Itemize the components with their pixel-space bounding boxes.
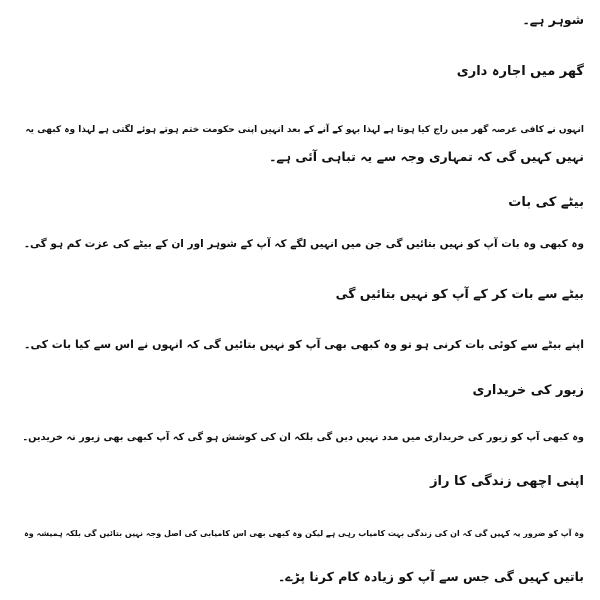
paragraph-line: باتیں کہیں گی جس سے آپ کو زیادہ کام کرنا پڑے۔: [277, 569, 584, 584]
heading-son-matter: بیٹے کی بات: [508, 195, 584, 210]
paragraph-line: وہ آپ کو ضرور یہ کہیں گی کہ ان کی زندگی بہت کامیاب رہی ہے لیکن وہ کبھی بھی اس کامیابی کی اصل وجہ نہیں بتائیں گی بلکہ ہمیشہ وہ: [24, 529, 584, 538]
heading-good-life-secret: اپنی اچھی زندگی کا راز: [430, 474, 584, 489]
heading-household-control: گھر میں اجارہ داری: [456, 64, 584, 79]
continuation-line: شوہر ہے۔: [522, 12, 584, 27]
paragraph-line: وہ کبھی آپ کو زیور کی خریداری میں مدد نہیں دیں گی بلکہ ان کی کوشش ہو گی کہ آپ کبھی بھی زیور نہ خریدیں۔: [22, 432, 584, 443]
paragraph-line: وہ کبھی وہ بات آپ کو نہیں بتائیں گی جن میں انہیں لگے کہ آپ کے شوہر اور ان کے بیٹے کی عزت کم ہو گی۔: [23, 238, 584, 250]
heading-jewelry-purchase: زیور کی خریداری: [472, 383, 584, 398]
paragraph-line: بیٹے سے بات کر کے آپ کو نہیں بتائیں گی: [335, 286, 584, 301]
paragraph-line: انہوں نے کافی عرصہ گھر میں راج کیا ہوتا ہے لہذا بہو کے آنے کے بعد انہیں اپنی حکومت ختم ہوتے ہوئے لگتی ہے لہذا وہ کبھی یہ: [25, 125, 584, 135]
paragraph-line: نہیں کہیں گی کہ تمہاری وجہ سے یہ تباہی آئی ہے۔: [269, 149, 584, 164]
paragraph-line: اپنے بیٹے سے کوئی بات کرنی ہو تو وہ کبھی بھی آپ کو نہیں بتائیں گی کہ انہوں نے اس سے کیا بات کی۔: [24, 338, 584, 351]
